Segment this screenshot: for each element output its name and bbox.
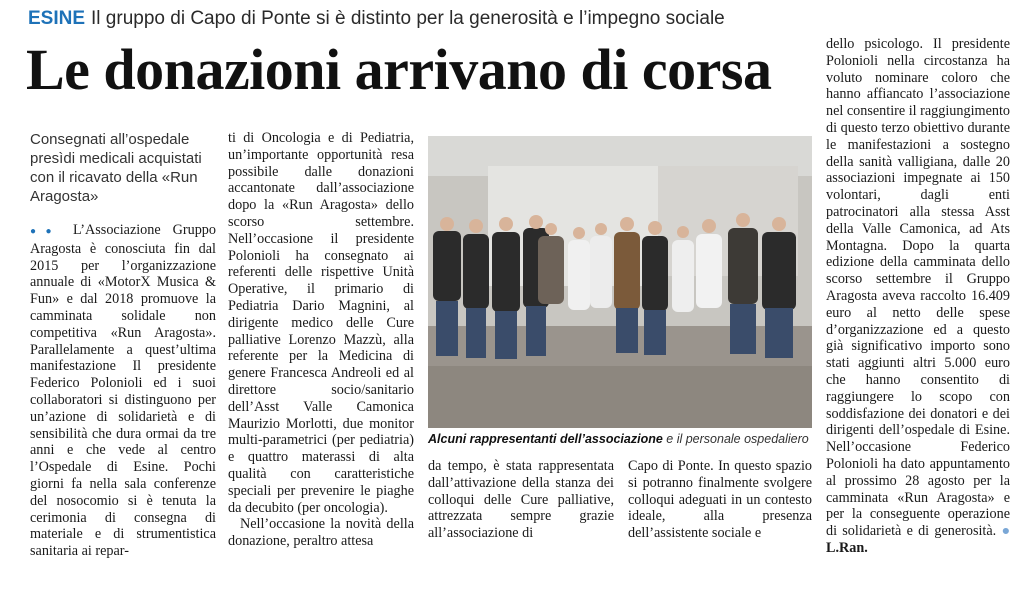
signature-dot-icon: ● — [1001, 523, 1011, 540]
paragraph-text: dello psicologo. Il presidente Polonioli nella circostanza ha voluto nominare coloro che hanno affiancato l’associazione nel consentire il raggiungimento di questo terzo obiettivo durante le manifestazioni a sostegno della sanità valligiana, dalle 20 associazioni impegnate ai 150 volontari, dagli enti patrocinatori alla stessa Asst della Valle Camonica, ad Ats Montagna. Dopo la quarta edizione della camminata dello scorso settembre il Gruppo Aragosta aveva raccolto 16.409 euro al netto delle spese d’organizzazione ed a questo già significativo importo sono stati aggiunti altri 5.000 euro che hanno consentito di raggiungere lo scopo con soddisfazione dei donatori e dei dirigenti dell’ospedale di Esine. Nell’occasione Federico Polonioli ha dato appuntamento al prossimo 28 agosto per la camminata «Run Aragosta» e per la conseguente operazione di solidarietà e di generosità. — [826, 36, 1010, 540]
article-column-3 — [428, 458, 614, 542]
paragraph: da tempo, è stata rappresentata dall’attivazione della stanza dei colloqui delle Cure palliative, attrezzata sempre grazie all’associazione di — [428, 458, 614, 542]
group-photo — [428, 136, 812, 428]
paragraph — [30, 222, 216, 560]
headline: Le donazioni arrivano di corsa — [26, 37, 772, 102]
subhead: Consegnati all’ospedale presìdi medicali acquistati con il ricavato della «Run Aragosta» — [30, 131, 202, 205]
paragraph: ti di Oncologia e di Pediatria, un’importante opportunità resa possibile dalle donazioni accantonate dall’associazione dopo la «Run Aragosta» dello scorso settembre. Nell’occasione il presidente Polonioli ha consegnato ai referenti delle rispettive Unità Operative, il primario di Pediatria Dario Magnini, al dirigente medico delle Cure palliative Lorenzo Mazzù, alla referente per la Medicina di genere Francesca Andreoli ed al direttore socio/sanitario dell’Asst Valle Camonica Maurizio Morlotti, due monitor multi-parametrici (per pediatria) e quattro materassi di alta qualità con caratteristiche speciali per prevenire le piaghe da decubito (per oncologia). — [228, 130, 414, 516]
kicker-text: Il gruppo di Capo di Ponte si è distinto per la generosità e l’impegno sociale — [91, 8, 725, 29]
paragraph: Capo di Ponte. In questo spazio si potranno finalmente svolgere colloqui adeguati in un contesto ideale, alla presenza dell’assistente sociale e — [628, 458, 812, 542]
people-group — [433, 228, 796, 312]
caption-rest: e il personale ospedaliero — [666, 432, 809, 446]
bullet-icon: ●● — [30, 226, 61, 237]
article-column-2 — [228, 130, 414, 550]
paragraph — [826, 36, 1010, 557]
article-column-4 — [628, 458, 812, 542]
article-column-1 — [30, 222, 216, 560]
kicker — [28, 8, 725, 30]
photo-caption — [428, 432, 812, 446]
kicker-place: ESINE — [28, 8, 86, 29]
paragraph: Nell’occasione la novità della donazione, peraltro attesa — [228, 516, 414, 550]
paragraph-text: L’Associazione Gruppo Aragosta è conosciuta fin dal 2015 per l’organizzazione annuale di «MotorX Musica & Fun» e dal 2018 promuove la camminata solidale non competitiva «Run Aragosta». Parallelamente a quest’ultima manifestazione Il presidente Federico Polonioli ed i suoi collaboratori si distinguono per un’azione di solidarietà e di sensibilità che dura ormai da tre anni e che vede al centro l’Ospedale di Esine. Pochi giorni fa nella sala conferenze del nosocomio si è tenuta la cerimonia di consegna di materiale e di strumentistica sanitaria ai repar- — [30, 222, 216, 560]
author-signature: L.Ran. — [826, 539, 868, 556]
group-photo-image — [428, 136, 812, 428]
caption-bold: Alcuni rappresentanti dell’associazione — [428, 432, 663, 446]
article-column-5 — [826, 36, 1010, 557]
